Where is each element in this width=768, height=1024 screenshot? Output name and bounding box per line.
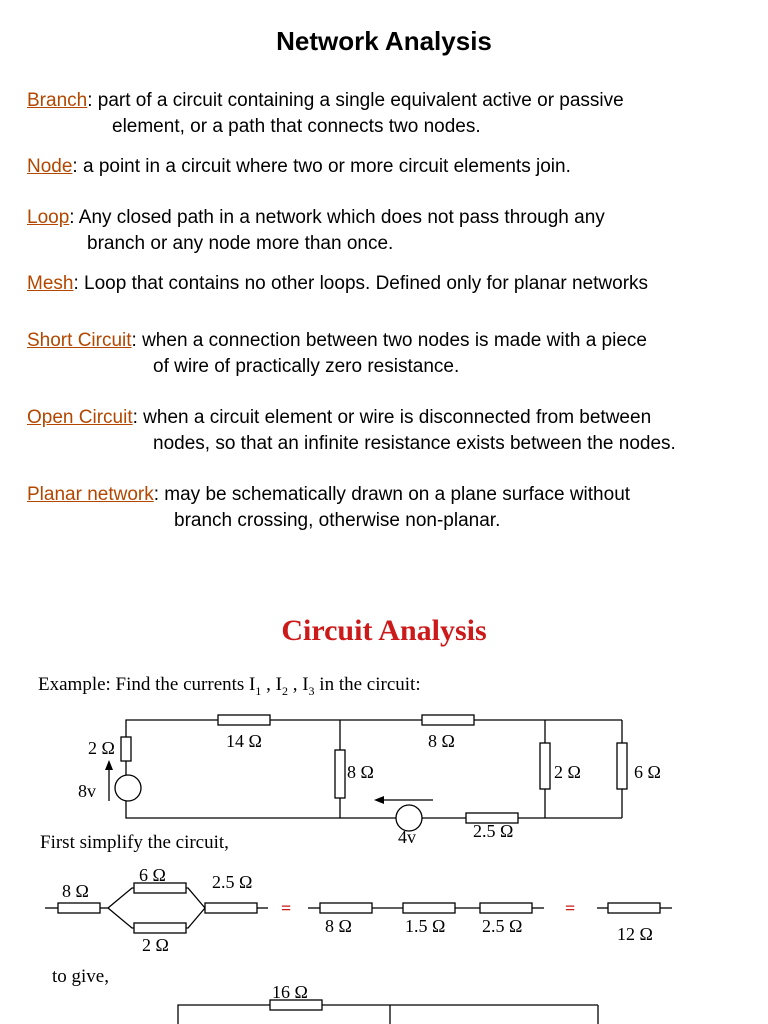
term-mesh[interactable]: Mesh <box>27 273 74 294</box>
circuit-analysis-title: Circuit Analysis <box>281 614 487 647</box>
term-loop[interactable]: Loop <box>27 207 70 228</box>
label-2-ohm-left: 2 Ω <box>88 738 115 758</box>
arrow-head-left <box>374 796 384 804</box>
definition-continuation: branch crossing, otherwise non-planar. <box>174 510 501 531</box>
label-m-2-5-ohm: 2.5 Ω <box>482 916 523 936</box>
definition-continuation: of wire of practically zero resistance. <box>153 356 460 377</box>
label-6-ohm-right: 6 Ω <box>634 762 661 782</box>
term-short-circuit[interactable]: Short Circuit <box>27 330 132 351</box>
label-8-ohm-top: 8 Ω <box>428 731 455 751</box>
resistor-2-ohm-right <box>540 743 550 789</box>
label-2-ohm-right: 2 Ω <box>554 762 581 782</box>
simplify-wires <box>45 888 672 928</box>
definition-continuation: nodes, so that an infinite resistance exists between the nodes. <box>153 433 676 454</box>
label-s-8-ohm: 8 Ω <box>62 881 89 901</box>
label-m-1-5-ohm: 1.5 Ω <box>405 916 446 936</box>
label-s-2-ohm: 2 Ω <box>142 935 169 955</box>
definition-continuation: element, or a path that connects two nodes. <box>112 116 481 137</box>
to-give-text: to give, <box>52 966 109 987</box>
simplify-text: First simplify the circuit, <box>40 832 229 853</box>
page-title: Network Analysis <box>276 26 492 56</box>
definition-text: : part of a circuit containing a single equivalent active or passive <box>87 90 624 111</box>
label-f-12-ohm: 12 Ω <box>617 924 653 944</box>
resistor-8-ohm-middle <box>335 750 345 798</box>
term-planar-network[interactable]: Planar network <box>27 484 154 505</box>
term-node[interactable]: Node <box>27 156 73 177</box>
s-resistor-2-ohm <box>134 923 186 933</box>
definition-continuation: branch or any node more than once. <box>87 233 394 254</box>
label-2-5-ohm: 2.5 Ω <box>473 821 514 841</box>
bottom-circuit-wires <box>178 1005 598 1024</box>
s-resistor-8-ohm <box>58 903 100 913</box>
voltage-source-8v <box>115 775 141 801</box>
term-open-circuit[interactable]: Open Circuit <box>27 407 133 428</box>
s-resistor-2-5-ohm <box>205 903 257 913</box>
definition-text: : may be schematically drawn on a plane surface without <box>153 484 631 505</box>
example-suffix: in the circuit: <box>314 674 421 695</box>
resistor-2-ohm-left <box>121 737 131 761</box>
example-sep: , I <box>287 674 309 695</box>
label-4v: 4v <box>398 827 416 847</box>
definition-text: : when a connection between two nodes is made with a piece <box>131 330 647 351</box>
example-sep: , I <box>261 674 282 695</box>
definition-text: : a point in a circuit where two or more circuit elements join. <box>72 156 571 177</box>
label-8-ohm-middle: 8 Ω <box>347 762 374 782</box>
definition-text: : Any closed path in a network which does not pass through any <box>69 207 605 228</box>
resistor-14-ohm <box>218 715 270 725</box>
m-resistor-1-5-ohm <box>403 903 455 913</box>
label-m-8-ohm: 8 Ω <box>325 916 352 936</box>
label-14-ohm: 14 Ω <box>226 731 262 751</box>
definition-text: : when a circuit element or wire is disconnected from between <box>132 407 652 428</box>
equals-sign-2: = <box>565 898 576 918</box>
equals-sign-1: = <box>281 898 292 918</box>
subscript-2: 2 <box>281 683 288 698</box>
resistor-6-ohm-right <box>617 743 627 789</box>
label-g-16-ohm: 16 Ω <box>272 982 308 1002</box>
label-s-6-ohm: 6 Ω <box>139 865 166 885</box>
f-resistor-12-ohm <box>608 903 660 913</box>
example-prefix: Example: Find the currents I <box>38 674 256 695</box>
main-circuit-wires <box>126 720 622 818</box>
subscript-3: 3 <box>308 683 315 698</box>
m-resistor-2-5-ohm <box>480 903 532 913</box>
arrow-head-up <box>105 760 113 770</box>
m-resistor-8-ohm <box>320 903 372 913</box>
term-branch[interactable]: Branch <box>27 90 88 111</box>
definition-text: : Loop that contains no other loops. Defined only for planar networks <box>73 273 649 294</box>
subscript-1: 1 <box>255 683 262 698</box>
label-s-2-5-ohm: 2.5 Ω <box>212 872 253 892</box>
label-8v: 8v <box>78 781 96 801</box>
resistor-8-ohm-top <box>422 715 474 725</box>
